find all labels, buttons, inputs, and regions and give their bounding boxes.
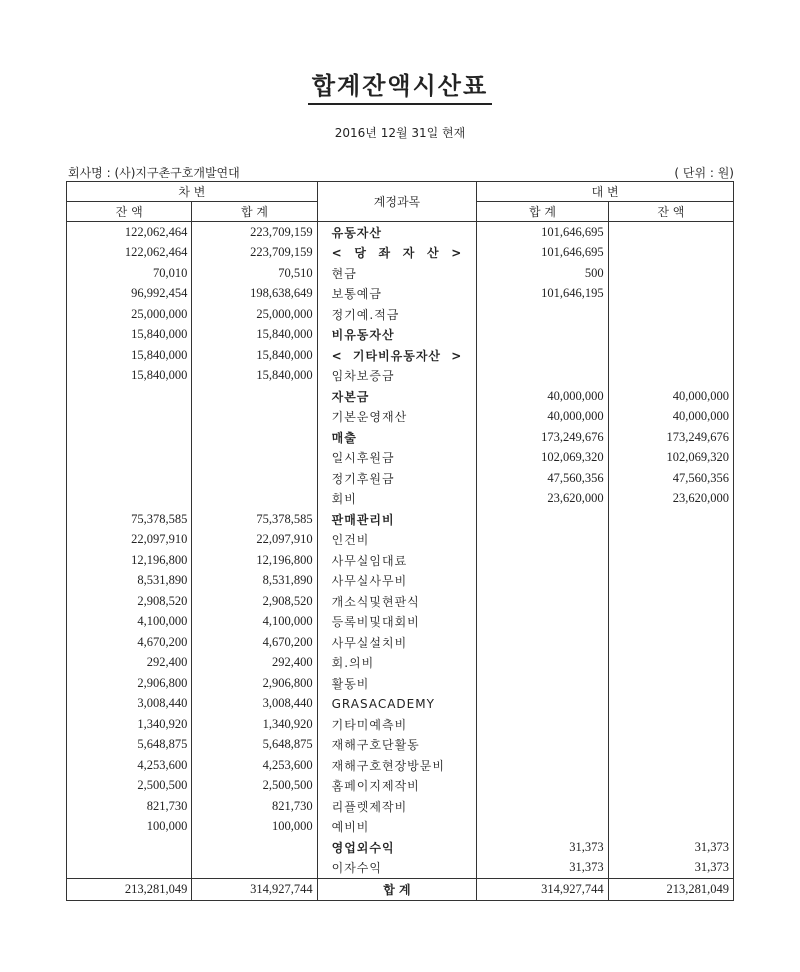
total-debit-total: 314,927,744	[192, 879, 317, 901]
debit-balance-cell: 1,340,920	[67, 714, 192, 735]
credit-total-cell: 500	[477, 263, 608, 284]
total-debit-balance: 213,281,049	[67, 879, 192, 901]
table-row	[67, 325, 734, 346]
debit-balance-cell: 15,840,000	[67, 366, 192, 387]
account-name-cell: 임차보증금	[317, 366, 477, 387]
debit-balance-cell	[67, 407, 192, 428]
table-row	[67, 304, 734, 325]
debit-balance-cell	[67, 489, 192, 510]
debit-total-cell: 25,000,000	[192, 304, 317, 325]
credit-total-cell	[477, 325, 608, 346]
debit-total-cell: 75,378,585	[192, 509, 317, 530]
credit-balance-cell	[608, 755, 733, 776]
debit-total-cell: 4,100,000	[192, 612, 317, 633]
account-name-cell: 활동비	[317, 673, 477, 694]
total-credit-total: 314,927,744	[477, 879, 608, 901]
credit-total-cell: 31,373	[477, 837, 608, 858]
table-row	[67, 468, 734, 489]
account-name-cell: 정기예.적금	[317, 304, 477, 325]
debit-total-cell	[192, 427, 317, 448]
credit-balance-cell	[608, 263, 733, 284]
debit-total-cell	[192, 386, 317, 407]
table-row	[67, 591, 734, 612]
account-name-cell: < 당 좌 자 산 >	[317, 243, 477, 264]
credit-balance-cell	[608, 591, 733, 612]
credit-balance-cell	[608, 612, 733, 633]
table-row	[67, 714, 734, 735]
credit-balance-cell	[608, 796, 733, 817]
credit-total-cell: 31,373	[477, 858, 608, 879]
table-row	[67, 571, 734, 592]
credit-header: 대 변	[477, 182, 734, 202]
table-row	[67, 366, 734, 387]
credit-balance-cell: 47,560,356	[608, 468, 733, 489]
account-name-cell: 자본금	[317, 386, 477, 407]
credit-total-cell	[477, 345, 608, 366]
debit-balance-cell	[67, 427, 192, 448]
credit-total-cell: 40,000,000	[477, 386, 608, 407]
debit-total-cell: 5,648,875	[192, 735, 317, 756]
table-row	[67, 632, 734, 653]
debit-total-cell: 4,670,200	[192, 632, 317, 653]
debit-balance-cell: 100,000	[67, 817, 192, 838]
credit-total-cell	[477, 653, 608, 674]
credit-balance-cell	[608, 530, 733, 551]
account-name-cell: 판매관리비	[317, 509, 477, 530]
debit-balance-cell: 2,500,500	[67, 776, 192, 797]
debit-balance-cell: 4,670,200	[67, 632, 192, 653]
debit-balance-cell: 70,010	[67, 263, 192, 284]
account-name-cell: 홈페이지제작비	[317, 776, 477, 797]
debit-balance-cell: 4,253,600	[67, 755, 192, 776]
debit-total-cell: 70,510	[192, 263, 317, 284]
account-name-cell: 회.의비	[317, 653, 477, 674]
debit-balance-cell: 15,840,000	[67, 325, 192, 346]
credit-balance-cell	[608, 817, 733, 838]
credit-total-cell	[477, 530, 608, 551]
table-row	[67, 284, 734, 305]
debit-balance-cell: 292,400	[67, 653, 192, 674]
account-name-cell: 리플렛제작비	[317, 796, 477, 817]
debit-balance-cell	[67, 468, 192, 489]
credit-total-cell: 47,560,356	[477, 468, 608, 489]
debit-total-cell: 292,400	[192, 653, 317, 674]
credit-total-cell	[477, 509, 608, 530]
credit-total-cell	[477, 735, 608, 756]
credit-total-cell	[477, 694, 608, 715]
debit-balance-cell: 5,648,875	[67, 735, 192, 756]
table-row	[67, 776, 734, 797]
credit-balance-cell	[608, 366, 733, 387]
table-row	[67, 796, 734, 817]
debit-total-cell: 15,840,000	[192, 366, 317, 387]
credit-balance-cell	[608, 776, 733, 797]
debit-balance-cell: 122,062,464	[67, 243, 192, 264]
account-name-cell: 현금	[317, 263, 477, 284]
debit-total-cell	[192, 407, 317, 428]
account-name-cell: 회비	[317, 489, 477, 510]
debit-balance-cell: 25,000,000	[67, 304, 192, 325]
debit-balance-cell: 821,730	[67, 796, 192, 817]
total-row	[67, 879, 734, 901]
table-row	[67, 222, 734, 243]
debit-total-cell: 2,908,520	[192, 591, 317, 612]
debit-total-cell: 15,840,000	[192, 325, 317, 346]
credit-total-header: 합 계	[477, 202, 608, 222]
debit-balance-cell: 2,908,520	[67, 591, 192, 612]
credit-balance-cell: 23,620,000	[608, 489, 733, 510]
credit-balance-cell	[608, 325, 733, 346]
credit-balance-cell	[608, 243, 733, 264]
credit-total-cell	[477, 796, 608, 817]
debit-total-cell: 3,008,440	[192, 694, 317, 715]
credit-balance-cell	[608, 714, 733, 735]
debit-total-cell: 223,709,159	[192, 243, 317, 264]
account-name-cell: 사무실임대료	[317, 550, 477, 571]
credit-balance-cell	[608, 345, 733, 366]
account-name-cell: 일시후원금	[317, 448, 477, 469]
credit-total-cell: 40,000,000	[477, 407, 608, 428]
table-row	[67, 386, 734, 407]
account-name-cell: 사무실사무비	[317, 571, 477, 592]
table-row	[67, 858, 734, 879]
table-body	[67, 222, 734, 879]
table-row	[67, 263, 734, 284]
credit-total-cell	[477, 714, 608, 735]
account-name-cell: 재해구호현장방문비	[317, 755, 477, 776]
credit-balance-cell	[608, 673, 733, 694]
table-row	[67, 448, 734, 469]
debit-balance-cell: 8,531,890	[67, 571, 192, 592]
credit-balance-cell	[608, 222, 733, 243]
debit-balance-cell: 2,906,800	[67, 673, 192, 694]
table-row	[67, 489, 734, 510]
debit-total-cell: 2,500,500	[192, 776, 317, 797]
account-name-cell: 기본운영재산	[317, 407, 477, 428]
credit-balance-cell	[608, 304, 733, 325]
table-row	[67, 612, 734, 633]
debit-total-cell	[192, 448, 317, 469]
account-name-cell: GRASACADEMY	[317, 694, 477, 715]
debit-balance-cell: 12,196,800	[67, 550, 192, 571]
table-row	[67, 817, 734, 838]
credit-balance-cell	[608, 632, 733, 653]
table-row	[67, 837, 734, 858]
account-name-cell: 사무실설치비	[317, 632, 477, 653]
credit-total-cell	[477, 304, 608, 325]
credit-total-cell	[477, 571, 608, 592]
credit-balance-cell: 31,373	[608, 858, 733, 879]
debit-total-cell	[192, 858, 317, 879]
currency-unit: ( 단위 : 원)	[674, 166, 734, 180]
table-row	[67, 735, 734, 756]
debit-total-cell	[192, 468, 317, 489]
credit-balance-cell: 173,249,676	[608, 427, 733, 448]
debit-total-cell: 4,253,600	[192, 755, 317, 776]
debit-total-cell: 1,340,920	[192, 714, 317, 735]
account-name-cell: 기타미예측비	[317, 714, 477, 735]
debit-balance-cell	[67, 386, 192, 407]
debit-balance-cell: 15,840,000	[67, 345, 192, 366]
total-credit-balance: 213,281,049	[608, 879, 733, 901]
account-name-cell: 예비비	[317, 817, 477, 838]
table-row	[67, 530, 734, 551]
document-title: 합계잔액시산표	[0, 66, 800, 105]
trial-balance-table	[66, 181, 734, 901]
debit-total-cell: 22,097,910	[192, 530, 317, 551]
debit-balance-cell: 122,062,464	[67, 222, 192, 243]
table-row	[67, 427, 734, 448]
credit-total-cell: 101,646,695	[477, 222, 608, 243]
table-row	[67, 407, 734, 428]
table-row	[67, 243, 734, 264]
account-name-cell: 정기후원금	[317, 468, 477, 489]
credit-balance-cell	[608, 284, 733, 305]
credit-total-cell: 102,069,320	[477, 448, 608, 469]
debit-total-cell: 15,840,000	[192, 345, 317, 366]
debit-balance-cell	[67, 858, 192, 879]
debit-total-cell: 2,906,800	[192, 673, 317, 694]
credit-total-cell: 101,646,695	[477, 243, 608, 264]
account-name-cell: 비유동자산	[317, 325, 477, 346]
credit-total-cell: 23,620,000	[477, 489, 608, 510]
account-name-cell: 재해구호단활동	[317, 735, 477, 756]
debit-balance-cell	[67, 837, 192, 858]
account-name-cell: < 기타비유동자산 >	[317, 345, 477, 366]
credit-balance-cell	[608, 509, 733, 530]
debit-total-cell	[192, 837, 317, 858]
account-name-cell: 개소식및현판식	[317, 591, 477, 612]
credit-total-cell: 173,249,676	[477, 427, 608, 448]
debit-balance-cell: 96,992,454	[67, 284, 192, 305]
debit-balance-cell: 4,100,000	[67, 612, 192, 633]
table-row	[67, 694, 734, 715]
credit-total-cell	[477, 632, 608, 653]
table-row	[67, 509, 734, 530]
credit-total-cell	[477, 550, 608, 571]
credit-total-cell	[477, 366, 608, 387]
debit-balance-cell: 22,097,910	[67, 530, 192, 551]
debit-total-cell: 12,196,800	[192, 550, 317, 571]
credit-balance-cell: 31,373	[608, 837, 733, 858]
account-name-cell: 이자수익	[317, 858, 477, 879]
credit-balance-cell	[608, 735, 733, 756]
account-name-cell: 등록비및대회비	[317, 612, 477, 633]
credit-balance-cell	[608, 653, 733, 674]
debit-balance-cell: 75,378,585	[67, 509, 192, 530]
debit-balance-cell: 3,008,440	[67, 694, 192, 715]
credit-total-cell	[477, 612, 608, 633]
credit-total-cell	[477, 755, 608, 776]
account-name-cell: 영업외수익	[317, 837, 477, 858]
account-name-cell: 매출	[317, 427, 477, 448]
account-name-cell: 보통예금	[317, 284, 477, 305]
account-header: 계정과목	[317, 182, 477, 222]
debit-balance-cell	[67, 448, 192, 469]
credit-balance-cell	[608, 550, 733, 571]
debit-total-header: 합 계	[192, 202, 317, 222]
credit-total-cell	[477, 673, 608, 694]
credit-balance-cell	[608, 694, 733, 715]
debit-total-cell: 8,531,890	[192, 571, 317, 592]
table-row	[67, 673, 734, 694]
debit-total-cell	[192, 489, 317, 510]
credit-total-cell	[477, 776, 608, 797]
credit-balance-cell	[608, 571, 733, 592]
table-row	[67, 755, 734, 776]
credit-balance-cell: 102,069,320	[608, 448, 733, 469]
debit-total-cell: 821,730	[192, 796, 317, 817]
debit-total-cell: 198,638,649	[192, 284, 317, 305]
credit-total-cell	[477, 591, 608, 612]
debit-header: 차 변	[67, 182, 318, 202]
credit-total-cell	[477, 817, 608, 838]
total-label: 합 계	[317, 879, 477, 901]
table-row	[67, 345, 734, 366]
company-name: 회사명 : (사)지구촌구호개발연대	[68, 166, 240, 180]
table-row	[67, 550, 734, 571]
credit-balance-cell: 40,000,000	[608, 407, 733, 428]
credit-total-cell: 101,646,195	[477, 284, 608, 305]
debit-total-cell: 100,000	[192, 817, 317, 838]
table-row	[67, 653, 734, 674]
credit-balance-header: 잔 액	[608, 202, 733, 222]
debit-balance-header: 잔 액	[67, 202, 192, 222]
account-name-cell: 유동자산	[317, 222, 477, 243]
debit-total-cell: 223,709,159	[192, 222, 317, 243]
account-name-cell: 인건비	[317, 530, 477, 551]
report-date: 2016년 12월 31일 현재	[334, 126, 466, 140]
credit-balance-cell: 40,000,000	[608, 386, 733, 407]
